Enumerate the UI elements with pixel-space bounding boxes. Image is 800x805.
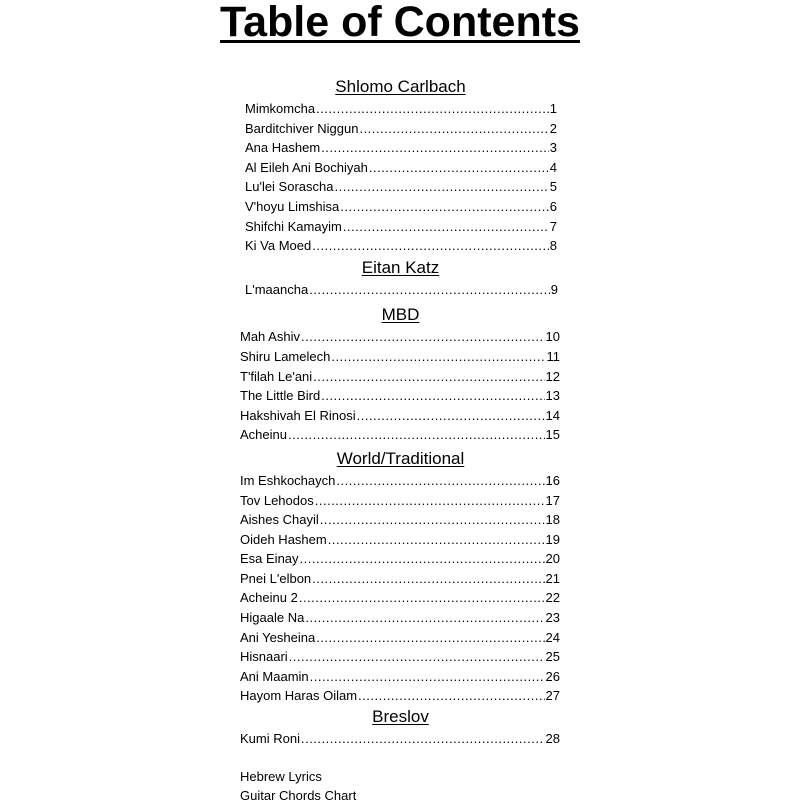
toc-entry: [238, 510, 563, 530]
entry-page-number: 10: [545, 329, 560, 345]
dot-leader: [299, 588, 545, 608]
entry-title: Shiru Lamelech: [240, 348, 331, 364]
entry-title: Tov Lehodos: [240, 492, 314, 508]
entry-page-number: 26: [545, 668, 560, 684]
entry-title: Ana Hashem: [245, 140, 321, 156]
entry-title: Shifchi Kamayim: [245, 218, 342, 234]
entry-title: Pnei L'elbon: [240, 570, 312, 586]
dot-leader: [359, 119, 548, 139]
dot-leader: [300, 549, 545, 569]
entry-title: Acheinu: [240, 427, 287, 443]
entry-title: Esa Einay: [240, 551, 299, 567]
dot-leader: [289, 647, 545, 667]
toc-entry: [238, 569, 563, 589]
entry-page-number: 16: [545, 472, 560, 488]
toc-entry: [238, 549, 563, 569]
entry-title: Ani Yesheina: [240, 629, 316, 645]
entry-page-number: 7: [549, 218, 557, 234]
entry-page-number: 13: [545, 388, 560, 404]
section-heading: Eitan Katz: [361, 257, 440, 277]
entry-page-number: 4: [549, 159, 557, 175]
entry-page-number: 2: [549, 120, 557, 136]
section-heading: MBD: [381, 305, 420, 325]
entry-title: Mah Ashiv: [240, 329, 300, 345]
section-mbd: [238, 304, 563, 445]
entry-page-number: 18: [545, 512, 560, 528]
entry-page-number: 8: [549, 238, 557, 254]
dot-leader: [336, 471, 544, 491]
entry-page-number: 20: [545, 551, 560, 567]
toc-entry: [238, 608, 563, 628]
extra-item-hebrew-lyrics: Hebrew Lyrics: [240, 769, 322, 784]
toc-entry: [238, 367, 563, 387]
entry-title: Im Eshkochaych: [240, 472, 336, 488]
entry-page-number: 9: [550, 281, 558, 297]
table-of-contents: [238, 76, 563, 749]
toc-entry: [238, 406, 563, 426]
entry-page-number: 5: [549, 179, 557, 195]
dot-leader: [340, 197, 549, 217]
toc-entry: [238, 347, 563, 367]
entry-title: Higaale Na: [240, 610, 305, 626]
entry-page-number: 21: [545, 570, 560, 586]
toc-entry: [238, 327, 563, 347]
dot-leader: [320, 510, 545, 530]
toc-entry: [238, 280, 563, 300]
dot-leader: [305, 608, 544, 628]
toc-entry: [238, 386, 563, 406]
entry-page-number: 25: [545, 649, 560, 665]
entry-page-number: 3: [549, 140, 557, 156]
entry-page-number: 28: [545, 731, 560, 747]
extras-list: [240, 767, 356, 805]
dot-leader: [316, 628, 544, 648]
entry-title: Aishes Chayil: [240, 512, 319, 528]
toc-entry: [238, 530, 563, 550]
entry-title: L'maancha: [245, 281, 309, 297]
toc-entry: [238, 177, 563, 197]
dot-leader: [315, 491, 545, 511]
entry-title: Mimkomcha: [245, 101, 316, 116]
section-world-traditional: [238, 448, 563, 706]
entry-title: Ki Va Moed: [245, 238, 312, 254]
entry-page-number: 1: [549, 101, 557, 116]
dot-leader: [369, 158, 549, 178]
toc-entry: [238, 686, 563, 706]
dot-leader: [328, 530, 545, 550]
entry-title: Hakshivah El Rinosi: [240, 407, 356, 423]
section-eitan-katz: [238, 257, 563, 300]
toc-entry: [238, 138, 563, 158]
dot-leader: [358, 686, 545, 706]
entry-page-number: 12: [545, 368, 560, 384]
entry-title: Hisnaari: [240, 649, 288, 665]
section-heading: World/Traditional: [336, 448, 465, 468]
section-heading: Breslov: [372, 707, 429, 727]
toc-entry: [238, 119, 563, 139]
entry-title: V'hoyu Limshisa: [245, 198, 340, 214]
dot-leader: [313, 367, 544, 387]
toc-entry: [238, 667, 563, 687]
dot-leader: [301, 327, 545, 347]
dot-leader: [312, 569, 544, 589]
section-breslov: [238, 706, 563, 749]
section-heading: Shlomo Carlbach: [335, 77, 466, 96]
extra-item-guitar-chords-chart: Guitar Chords Chart: [240, 788, 357, 803]
entry-page-number: 19: [545, 531, 560, 547]
entry-title: Barditchiver Niggun: [245, 120, 359, 136]
toc-entry: [238, 729, 563, 749]
entry-page-number: 11: [546, 348, 560, 364]
entry-page-number: 27: [545, 688, 560, 704]
dot-leader: [357, 406, 545, 426]
dot-leader: [309, 280, 550, 300]
entry-page-number: 24: [545, 629, 560, 645]
toc-entry: [238, 197, 563, 217]
toc-entry: [238, 471, 563, 491]
toc-entry: [238, 647, 563, 667]
dot-leader: [321, 138, 549, 158]
toc-entry: [238, 236, 563, 256]
entry-title: Acheinu 2: [240, 590, 298, 606]
entry-page-number: 23: [545, 610, 560, 626]
entry-title: Ani Maamin: [240, 668, 309, 684]
entry-page-number: 22: [545, 590, 560, 606]
entry-page-number: 14: [545, 407, 560, 423]
dot-leader: [331, 347, 545, 367]
dot-leader: [334, 177, 548, 197]
toc-entry: [238, 588, 563, 608]
dot-leader: [301, 729, 545, 749]
entry-title: Hayom Haras Oilam: [240, 688, 358, 704]
entry-page-number: 17: [545, 492, 560, 508]
toc-entry: [238, 628, 563, 648]
dot-leader: [312, 236, 549, 256]
dot-leader: [310, 667, 545, 687]
toc-entry: [238, 99, 563, 119]
page-title: Table of Contents: [220, 0, 580, 46]
entry-page-number: 6: [549, 198, 557, 214]
dot-leader: [321, 386, 544, 406]
section-shlomo-carlbach: [238, 76, 563, 256]
entry-title: Kumi Roni: [240, 731, 300, 747]
dot-leader: [316, 99, 549, 119]
entry-title: Al Eileh Ani Bochiyah: [245, 159, 368, 175]
entry-page-number: 15: [545, 427, 560, 443]
entry-title: Oideh Hashem: [240, 531, 327, 547]
toc-entry: [238, 158, 563, 178]
toc-entry: [238, 217, 563, 237]
dot-leader: [288, 425, 545, 445]
toc-entry: [238, 425, 563, 445]
dot-leader: [343, 217, 549, 237]
entry-title: The Little Bird: [240, 388, 321, 404]
toc-entry: [238, 491, 563, 511]
entry-title: Lu'lei Sorascha: [245, 179, 334, 195]
entry-title: T'filah Le'ani: [240, 368, 313, 384]
